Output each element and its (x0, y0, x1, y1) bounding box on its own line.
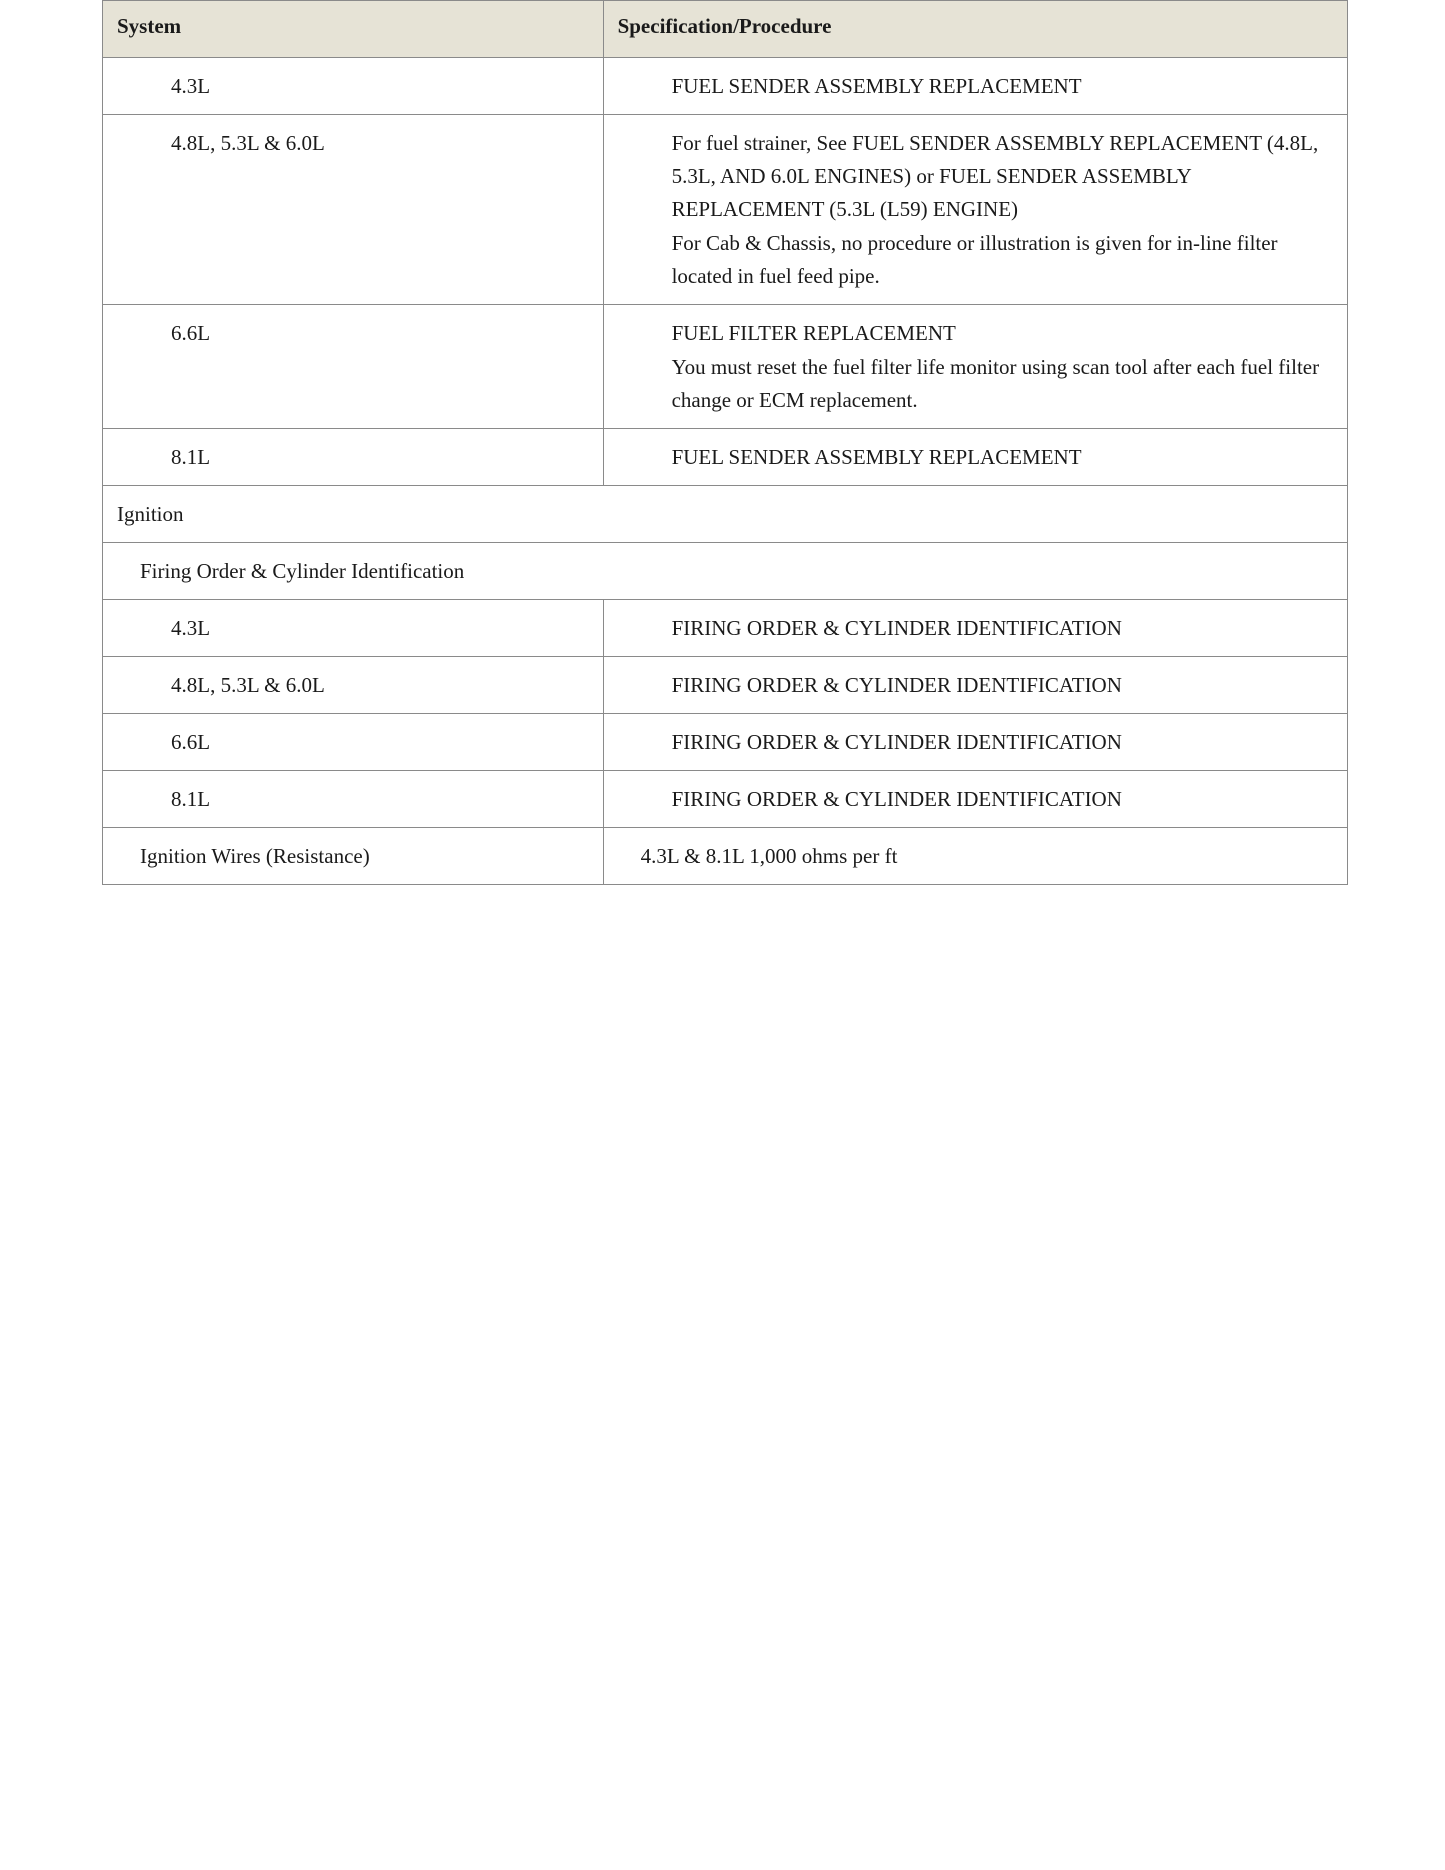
table-row (103, 429, 1348, 486)
spec-paragraph: FUEL SENDER ASSEMBLY REPLACEMENT (671, 74, 1082, 98)
system-column-header: System (103, 1, 604, 58)
spec-paragraph: For fuel strainer, See FUEL SENDER ASSEMBLY REPLACEMENT (4.8L, 5.3L, AND 6.0L ENGINES) or FUEL SENDER ASSEMBLY REPLACEMENT (5.3L (L59) ENGINE) (671, 131, 1319, 221)
spec-paragraph: FIRING ORDER & CYLINDER IDENTIFICATION (671, 730, 1122, 754)
spec-paragraph: You must reset the fuel filter life monitor using scan tool after each fuel filter change or ECM replacement. (671, 355, 1320, 412)
spec-cell (603, 115, 1347, 305)
spec-paragraph: FIRING ORDER & CYLINDER IDENTIFICATION (671, 616, 1122, 640)
system-cell: 4.3L (103, 600, 604, 657)
spec-paragraph: FUEL FILTER REPLACEMENT (671, 321, 956, 345)
table-row (103, 828, 1348, 885)
system-cell: 8.1L (103, 771, 604, 828)
spec-cell (603, 305, 1347, 429)
spec-cell (603, 429, 1347, 486)
spec-cell (603, 58, 1347, 115)
table-row (103, 115, 1348, 305)
table-row (103, 58, 1348, 115)
spec-cell (603, 657, 1347, 714)
system-cell: 4.8L, 5.3L & 6.0L (103, 657, 604, 714)
section-label: Ignition (103, 486, 1348, 543)
system-cell: 8.1L (103, 429, 604, 486)
table-row (103, 771, 1348, 828)
spec-column-header: Specification/Procedure (603, 1, 1347, 58)
spec-paragraph: FIRING ORDER & CYLINDER IDENTIFICATION (671, 787, 1122, 811)
table-row (103, 305, 1348, 429)
subsection-row (103, 543, 1348, 600)
header-row (103, 1, 1348, 58)
spec-cell (603, 714, 1347, 771)
spec-paragraph: FIRING ORDER & CYLINDER IDENTIFICATION (671, 673, 1122, 697)
system-cell: 4.8L, 5.3L & 6.0L (103, 115, 604, 305)
system-cell: 4.3L (103, 58, 604, 115)
spec-cell (603, 771, 1347, 828)
table-body (103, 58, 1348, 885)
system-cell: Ignition Wires (Resistance) (103, 828, 604, 885)
spec-paragraph: For Cab & Chassis, no procedure or illustration is given for in-line filter located in fuel feed pipe. (671, 231, 1278, 288)
table-row (103, 600, 1348, 657)
section-row (103, 486, 1348, 543)
subsection-label: Firing Order & Cylinder Identification (103, 543, 1348, 600)
table-row (103, 657, 1348, 714)
system-cell: 6.6L (103, 714, 604, 771)
system-cell: 6.6L (103, 305, 604, 429)
table-row (103, 714, 1348, 771)
spec-paragraph: FUEL SENDER ASSEMBLY REPLACEMENT (671, 445, 1082, 469)
spec-table (102, 0, 1348, 885)
spec-cell (603, 600, 1347, 657)
spec-cell: 4.3L & 8.1L 1,000 ohms per ft (603, 828, 1347, 885)
